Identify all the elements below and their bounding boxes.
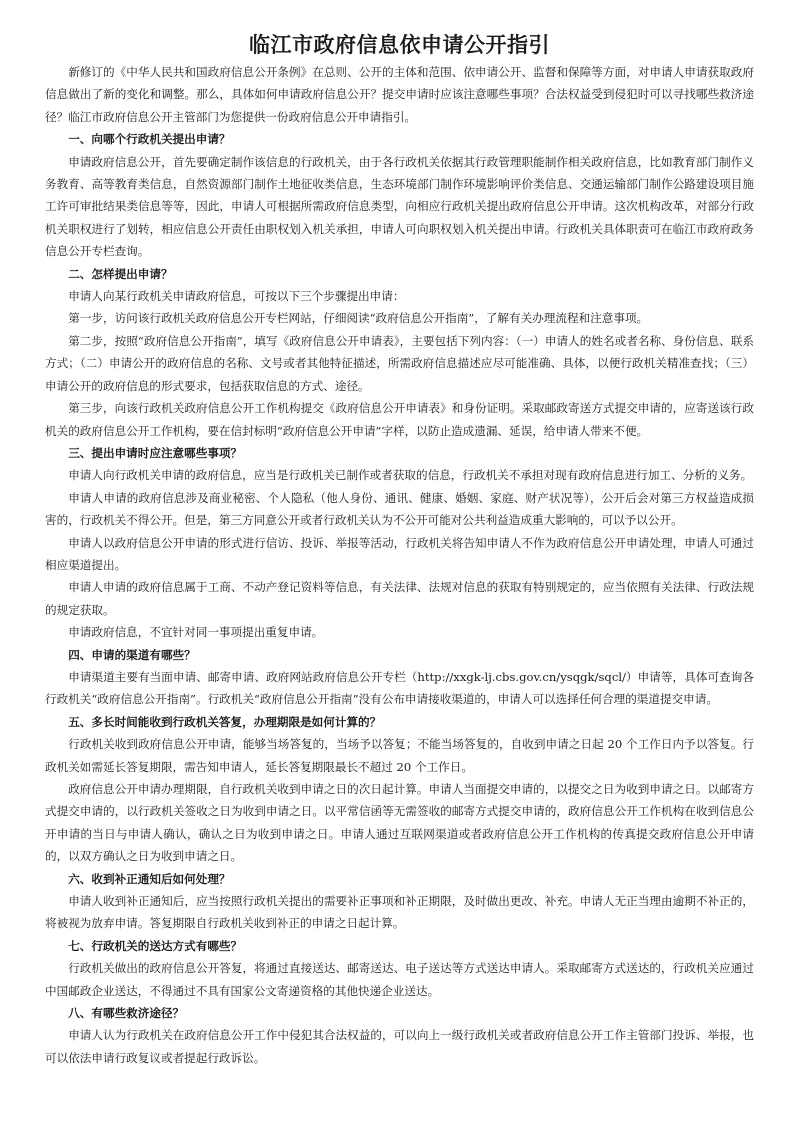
section-6-heading: 六、收到补正通知后如何处理？ <box>68 871 231 886</box>
section-7-heading: 七、行政机关的送达方式有哪些？ <box>68 938 243 953</box>
section-7-paragraph: 行政机关做出的政府信息公开答复，将通过直接送达、邮寄送达、电子送达等方式送达申请人。采取邮寄方式送达的，行政机关应通过中国邮政企业送达，不得通过不具有国家公文寄递资格的其他快递企业送达。 <box>45 961 754 998</box>
section-2-paragraph: 第三步，向该行政机关政府信息公开工作机构提交《政府信息公开申请表》和身份证明。采取邮政寄送方式提交申请的，应寄送该行政机关的政府信息公开工作机构，要在信封标明“政府信息公开申请”字样，以防止造成遗漏、延误，给申请人带来不便。 <box>45 401 754 438</box>
section-8-heading: 八、有哪些救济途径？ <box>68 1006 185 1021</box>
section-5-paragraph: 政府信息公开申请办理期限，自行政机关收到申请之日的次日起计算。申请人当面提交申请的，以提交之日为收到申请之日。以邮寄方式提交申请的，以行政机关签收之日为收到申请之日。以平常信函等无需签收的邮寄方式提交申请的，政府信息公开工作机构在收到信息公开申请的当日与申请人确认，确认之日为收到申请之日。申请人通过互联网渠道或者政府信息公开工作机构的传真提交政府信息公开申请的，以双方确认之日为收到申请之日。 <box>45 782 754 864</box>
section-2-heading: 二、怎样提出申请？ <box>68 266 173 281</box>
section-5-paragraph: 行政机关收到政府信息公开申请，能够当场答复的，当场予以答复；不能当场答复的，自收到申请之日起 20 个工作日内予以答复。行政机关如需延长答复期限，需告知申请人，延长答复期限最长不超过 20 个工作日。 <box>45 737 754 774</box>
section-3-paragraph: 申请人以政府信息公开申请的形式进行信访、投诉、举报等活动，行政机关将告知申请人不作为政府信息公开申请处理，申请人可通过相应渠道提出。 <box>45 535 754 572</box>
section-3-paragraph: 申请人申请的政府信息属于工商、不动产登记资料等信息，有关法律、法规对信息的获取有特别规定的，应当依照有关法律、行政法规的规定获取。 <box>45 580 754 617</box>
section-8-paragraph: 申请人认为行政机关在政府信息公开工作中侵犯其合法权益的，可以向上一级行政机关或者政府信息公开工作主管部门投诉、举报，也可以依法申请行政复议或者提起行政诉讼。 <box>45 1028 754 1065</box>
page-title: 临江市政府信息依申请公开指引 <box>249 33 550 57</box>
section-2-paragraph: 申请人向某行政机关申请政府信息，可按以下三个步骤提出申请： <box>68 289 405 304</box>
section-2-paragraph: 第二步，按照“政府信息公开指南”，填写《政府信息公开申请表》，主要包括下列内容：（一）申请人的姓名或者名称、身份信息、联系方式；（二）申请公开的政府信息的名称、文号或者其他特征描述，所需政府信息描述应尽可能准确、具体，以便行政机关精准查找；（三）申请公开的政府信息的形式要求，包括获取信息的方式、途径。 <box>45 333 754 393</box>
section-3-paragraph: 申请人向行政机关申请的政府信息，应当是行政机关已制作或者获取的信息，行政机关不承担对现有政府信息进行加工、分析的义务。 <box>68 468 753 483</box>
section-6-paragraph: 申请人收到补正通知后，应当按照行政机关提出的需要补正事项和补正期限，及时做出更改、补充。申请人无正当理由逾期不补正的，将被视为放弃申请。答复期限自行政机关收到补正的申请之日起计算。 <box>45 894 754 931</box>
section-4-paragraph: 申请渠道主要有当面申请、邮寄申请、政府网站政府信息公开专栏（http://xxgk-lj.cbs.gov.cn/ysqgk/sqcl/）申请等，具体可查询各行政机关“政府信息公开指南”。行政机关“政府信息公开指南”没有公布申请接收渠道的，申请人可以选择任何合理的渠道提交申请。 <box>45 669 754 707</box>
section-3-paragraph: 申请政府信息，不宜针对同一事项提出重复申请。 <box>68 625 324 640</box>
section-1-heading: 一、向哪个行政机关提出申请？ <box>68 132 231 147</box>
intro-paragraph: 新修订的《中华人民共和国政府信息公开条例》在总则、公开的主体和范围、依申请公开、监督和保障等方面，对申请人申请获取政府信息做出了新的变化和调整。那么，具体如何申请政府信息公开？提交申请时应该注意哪些事项？合法权益受到侵犯时可以寻找哪些救济途径？临江市政府信息公开主管部门为您提供一份政府信息公开申请指引。 <box>45 65 754 124</box>
section-5-heading: 五、多长时间能收到行政机关答复，办理期限是如何计算的？ <box>68 714 382 729</box>
section-4-heading: 四、申请的渠道有哪些？ <box>68 647 196 662</box>
section-2-paragraph: 第一步，访问该行政机关政府信息公开专栏网站，仔细阅读“政府信息公开指南”，了解有关办理流程和注意事项。 <box>68 311 649 326</box>
section-1-paragraph: 申请政府信息公开，首先要确定制作该信息的行政机关，由于各行政机关依据其行政管理职能制作相关政府信息，比如教育部门制作义务教育、高等教育类信息，自然资源部门制作土地征收类信息，生态环境部门制作环境影响评价类信息、交通运输部门制作公路建设项目施工许可审批结果类信息等等，因此，申请人可根据所需政府信息类型，向相应行政机关提出政府信息公开申请。这次机构改革，对部分行政机关职权进行了划转，相应信息公开责任由职权划入机关承担，申请人可向职权划入机关提出申请。行政机关具体职责可在临江市政府政务信息公开专栏查询。 <box>45 154 754 259</box>
section-3-paragraph: 申请人申请的政府信息涉及商业秘密、个人隐私（他人身份、通讯、健康、婚姻、家庭、财产状况等），公开后会对第三方权益造成损害的，行政机关不得公开。但是，第三方同意公开或者行政机关认为不公开可能对公共利益造成重大影响的，可以予以公开。 <box>45 490 754 528</box>
section-3-heading: 三、提出申请时应注意哪些事项？ <box>68 445 243 460</box>
